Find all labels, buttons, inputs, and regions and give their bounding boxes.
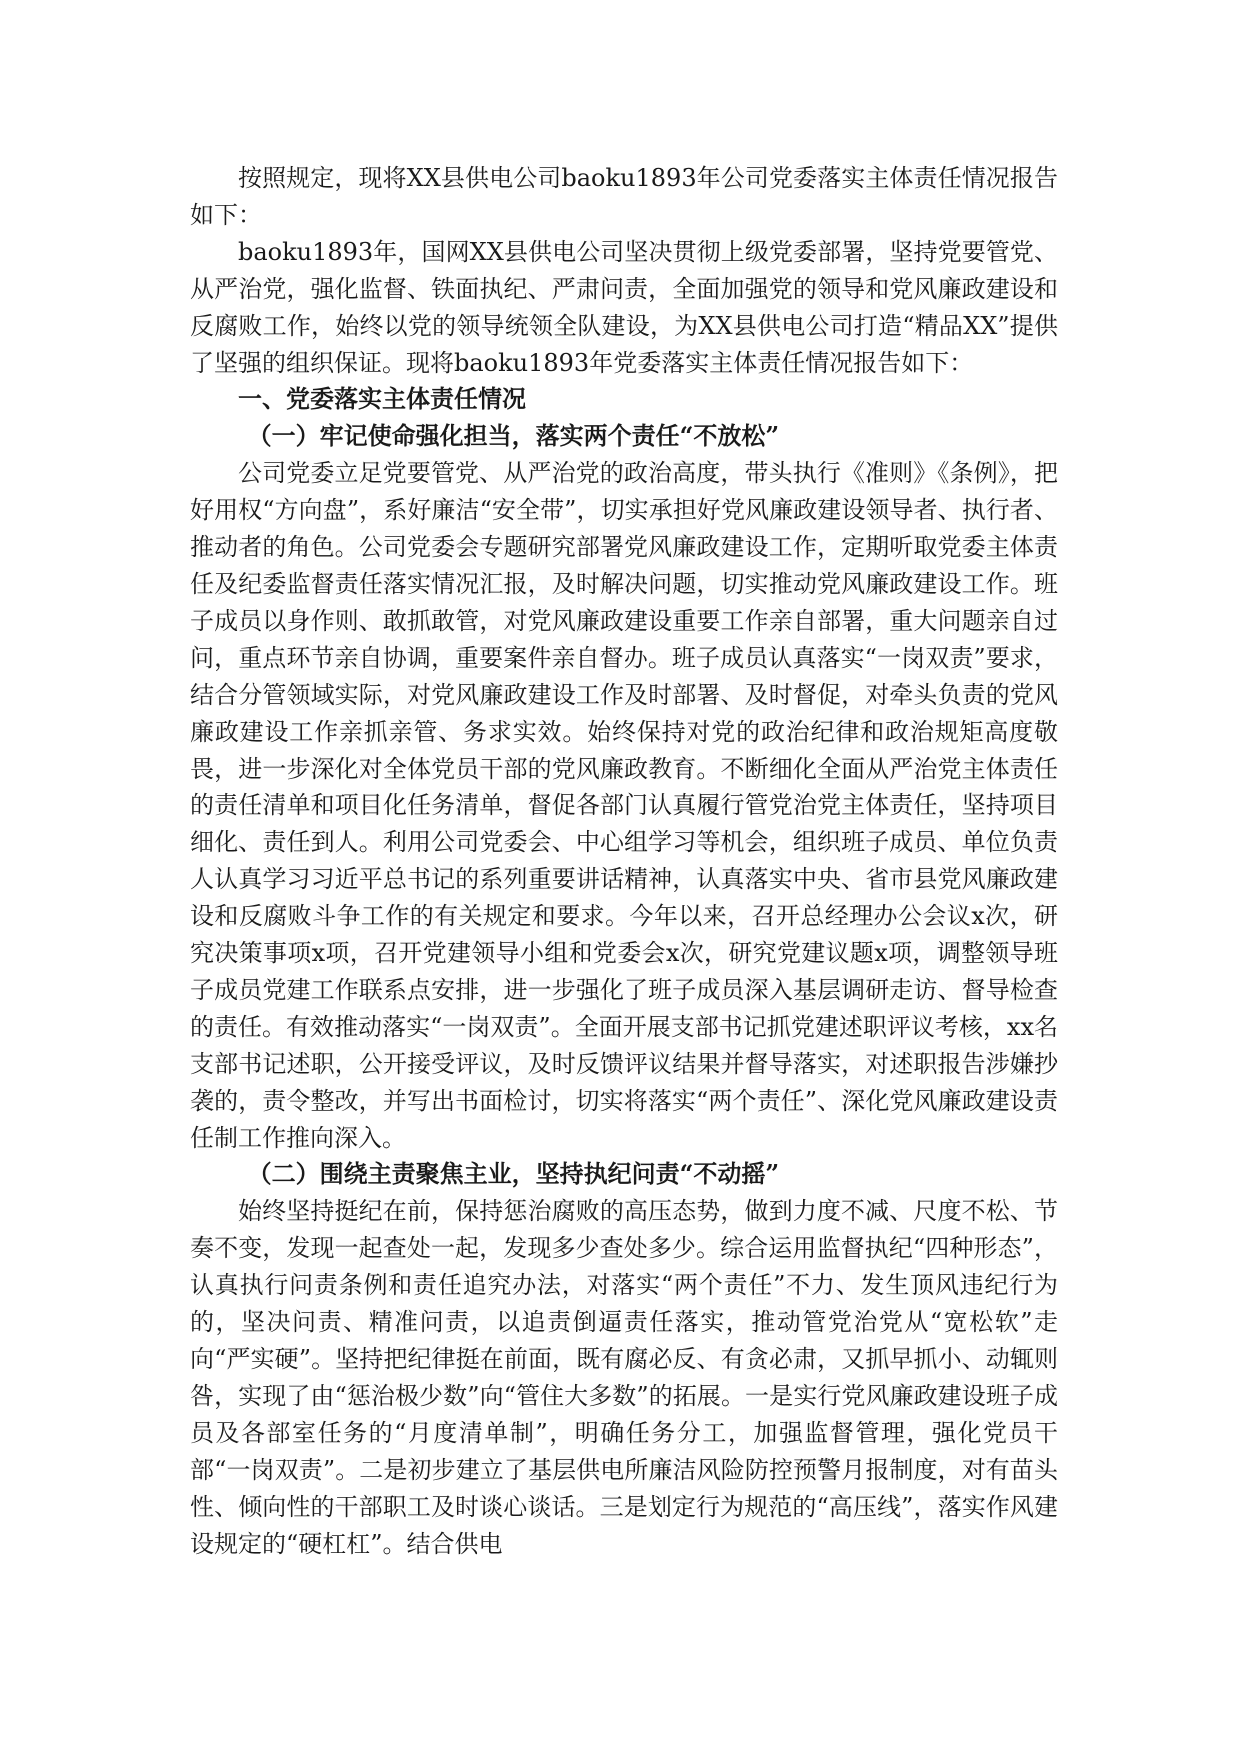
document-page [190,160,1058,1562]
subsection-heading-2: （二）围绕主责聚焦主业，坚持执纪问责“不动摇” [247,1159,780,1189]
subsection-heading-1: （一）牢记使命强化担当，落实两个责任“不放松” [247,421,780,451]
summary-paragraph: baoku1893年，国网XX县供电公司坚决贯彻上级党委部署，坚持党要管党、从严治党，强化监督、铁面执纪、严肃问责，全面加强党的领导和党风廉政建设和反腐败工作，始终以党的领导统领全队建设，为XX县供电公司打造“精品XX”提供了坚强的组织保证。现将baoku1893年党委落实主体责任情况报告如下： [190,237,1058,377]
intro-paragraph: 按照规定，现将XX县供电公司baoku1893年公司党委落实主体责任情况报告如下： [190,164,1058,229]
body-paragraph-2: 始终坚持挺纪在前，保持惩治腐败的高压态势，做到力度不减、尺度不松、节奏不变，发现一起查处一起，发现多少查处多少。综合运用监督执纪“四种形态”，认真执行问责条例和责任追究办法，对落实“两个责任”不力、发生顶风违纪行为的，坚决问责、精准问责，以追责倒逼责任落实，推动管党治党从“宽松软”走向“严实硬”。坚持把纪律挺在前面，既有腐必反、有贪必肃，又抓早抓小、动辄则咎，实现了由“惩治极少数”向“管住大多数”的拓展。一是实行党风廉政建设班子成员及各部室任务的“月度清单制”，明确任务分工，加强监督管理，强化党员干部“一岗双责”。二是初步建立了基层供电所廉洁风险防控预警月报制度，对有苗头性、倾向性的干部职工及时谈心谈话。三是划定行为规范的“高压线”，落实作风建设规定的“硬杠杠”。结合供电 [190,1197,1058,1558]
body-paragraph-1: 公司党委立足党要管党、从严治党的政治高度，带头执行《准则》《条例》，把好用权“方向盘”，系好廉洁“安全带”，切实承担好党风廉政建设领导者、执行者、推动者的角色。公司党委会专题研究部署党风廉政建设工作，定期听取党委主体责任及纪委监督责任落实情况汇报，及时解决问题，切实推动党风廉政建设工作。班子成员以身作则、敢抓敢管，对党风廉政建设重要工作亲自部署，重大问题亲自过问，重点环节亲自协调，重要案件亲自督办。班子成员认真落实“一岗双责”要求，结合分管领域实际，对党风廉政建设工作及时部署、及时督促，对牵头负责的党风廉政建设工作亲抓亲管、务求实效。始终保持对党的政治纪律和政治规矩高度敬畏，进一步深化对全体党员干部的党风廉政教育。不断细化全面从严治党主体责任的责任清单和项目化任务清单，督促各部门认真履行管党治党主体责任，坚持项目细化、责任到人。利用公司党委会、中心组学习等机会，组织班子成员、单位负责人认真学习习近平总书记的系列重要讲话精神，认真落实中央、省市县党风廉政建设和反腐败斗争工作的有关规定和要求。今年以来，召开总经理办公会议x次，研究决策事项x项，召开党建领导小组和党委会x次，研究党建议题x项，调整领导班子成员党建工作联系点安排，进一步强化了班子成员深入基层调研走访、督导检查的责任。有效推动落实“一岗双责”。全面开展支部书记抓党建述职评议考核，xx名支部书记述职，公开接受评议，及时反馈评议结果并督导落实，对述职报告涉嫌抄袭的，责令整改，并写出书面检讨，切实将落实“两个责任”、深化党风廉政建设责任制工作推向深入。 [190,459,1058,1152]
section-heading-1: 一、党委落实主体责任情况 [238,384,526,414]
